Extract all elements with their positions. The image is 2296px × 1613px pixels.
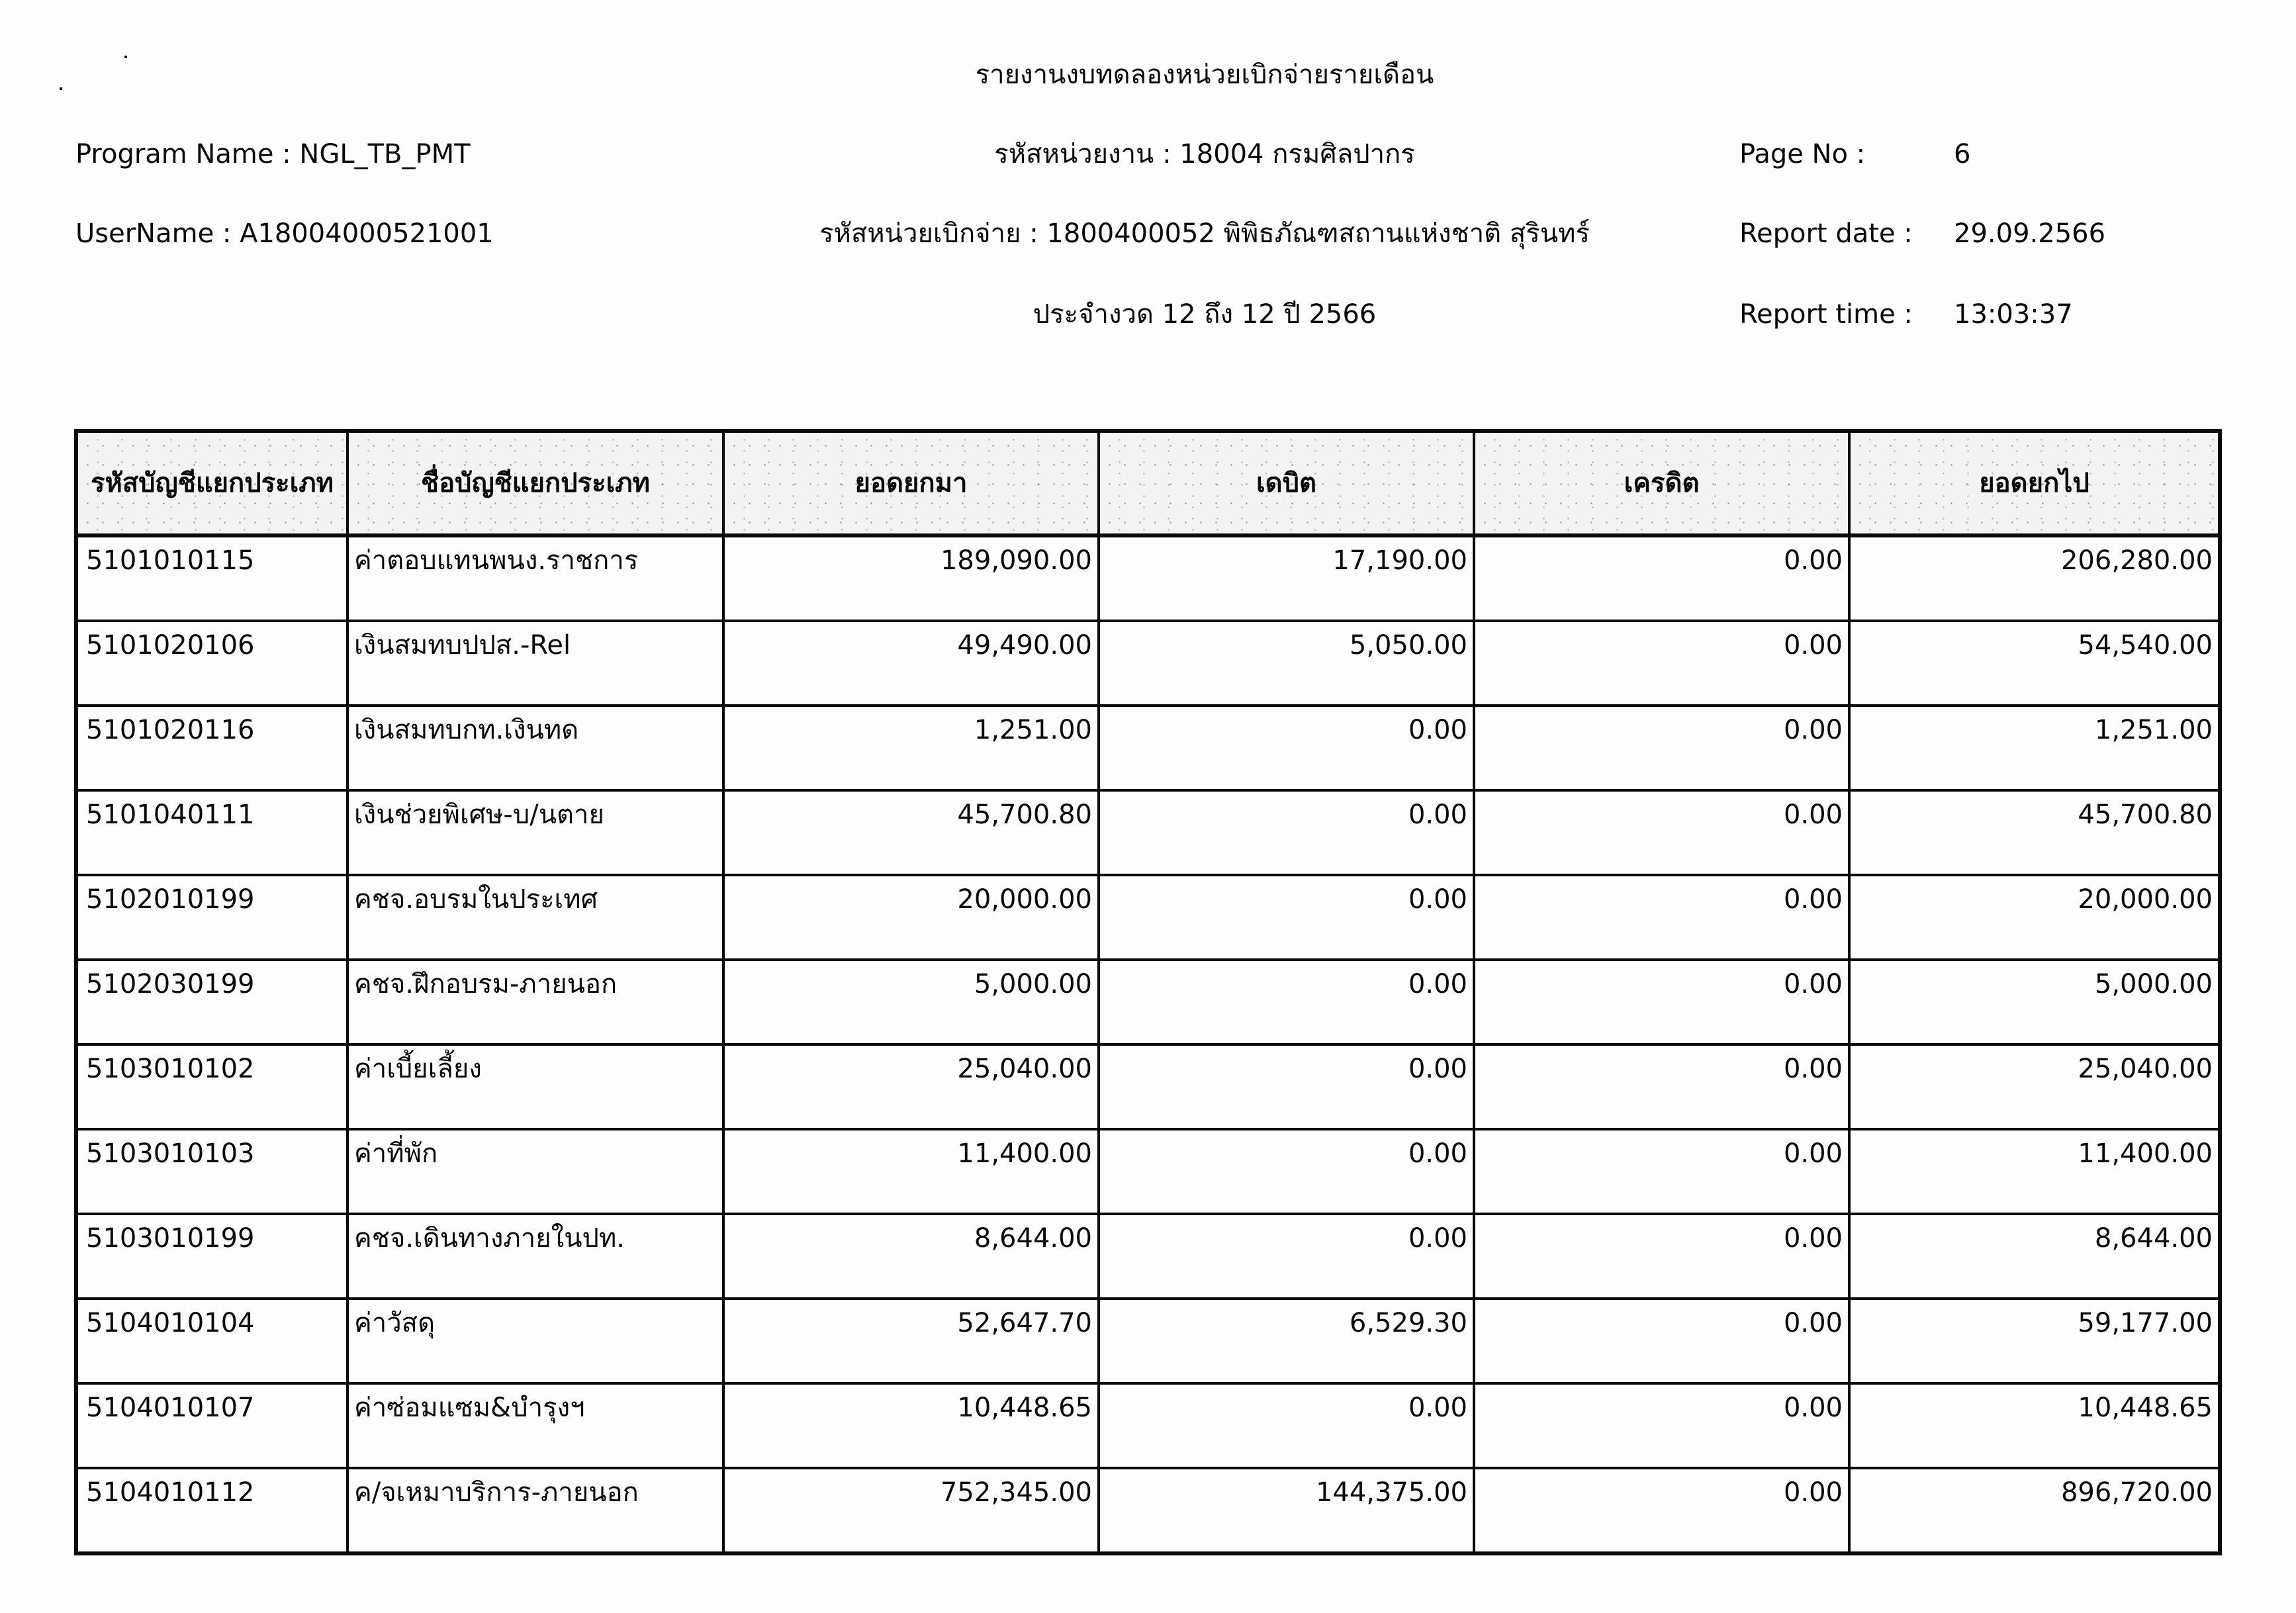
carried-forward-cell: 8,644.00 — [1849, 1214, 2220, 1299]
account-code-cell: 5104010112 — [76, 1468, 347, 1553]
account-name-cell: คชจ.อบรมในประเทศ — [347, 875, 723, 960]
table-row — [76, 1044, 2220, 1129]
brought-forward-cell: 45,700.80 — [723, 790, 1099, 875]
brought-forward-cell: 8,644.00 — [723, 1214, 1099, 1299]
debit-cell: 0.00 — [1099, 1129, 1474, 1214]
account-name-cell: เงินสมทบปปส.-Rel — [347, 621, 723, 706]
carried-forward-cell: 1,251.00 — [1849, 706, 2220, 790]
account-code-cell: 5104010104 — [76, 1299, 347, 1383]
account-code-cell: 5101040111 — [76, 790, 347, 875]
carried-forward-cell: 54,540.00 — [1849, 621, 2220, 706]
brought-forward-cell: 11,400.00 — [723, 1129, 1099, 1214]
period-line: ประจำงวด 12 ถึง 12 ปี 2566 — [1033, 299, 1377, 330]
credit-cell: 0.00 — [1474, 1214, 1849, 1299]
account-name-cell: ค่าที่พัก — [347, 1129, 723, 1214]
report-title: รายงานงบทดลองหน่วยเบิกจ่ายรายเดือน — [975, 60, 1434, 90]
account-name-cell: ค่าเบี้ยเลี้ยง — [347, 1044, 723, 1129]
account-code-cell: 5103010102 — [76, 1044, 347, 1129]
credit-cell: 0.00 — [1474, 706, 1849, 790]
carried-forward-cell: 5,000.00 — [1849, 960, 2220, 1044]
trial-balance-table — [74, 429, 2222, 1555]
table-row — [76, 1383, 2220, 1468]
carried-forward-cell: 45,700.80 — [1849, 790, 2220, 875]
debit-cell: 0.00 — [1099, 1383, 1474, 1468]
brought-forward-cell: 1,251.00 — [723, 706, 1099, 790]
account-code-cell: 5102030199 — [76, 960, 347, 1044]
account-code-cell: 5101010115 — [76, 535, 347, 621]
carried-forward-cell: 25,040.00 — [1849, 1044, 2220, 1129]
scan-speck — [60, 87, 62, 90]
header-row — [76, 431, 2220, 535]
debit-cell: 0.00 — [1099, 960, 1474, 1044]
header-debit: เดบิต — [1099, 431, 1474, 535]
brought-forward-cell: 52,647.70 — [723, 1299, 1099, 1383]
carried-forward-cell: 896,720.00 — [1849, 1468, 2220, 1553]
credit-cell: 0.00 — [1474, 621, 1849, 706]
agency-code-line: รหัสหน่วยงาน : 18004 กรมศิลปากร — [994, 139, 1415, 169]
table-body — [76, 535, 2220, 1553]
account-code-cell: 5102010199 — [76, 875, 347, 960]
brought-forward-cell: 49,490.00 — [723, 621, 1099, 706]
credit-cell: 0.00 — [1474, 1383, 1849, 1468]
account-name-cell: ค่าซ่อมแซม&บำรุงฯ — [347, 1383, 723, 1468]
report-time-value: 13:03:37 — [1954, 299, 2073, 330]
credit-cell: 0.00 — [1474, 1129, 1849, 1214]
account-name-cell: คชจ.ฝึกอบรม-ภายนอก — [347, 960, 723, 1044]
account-name-cell: ค่าวัสดุ — [347, 1299, 723, 1383]
debit-cell: 17,190.00 — [1099, 535, 1474, 621]
report-date-label: Report date : — [1739, 218, 1913, 249]
brought-forward-cell: 5,000.00 — [723, 960, 1099, 1044]
carried-forward-cell: 11,400.00 — [1849, 1129, 2220, 1214]
account-name-cell: ค่าตอบแทนพนง.ราชการ — [347, 535, 723, 621]
header-account-code: รหัสบัญชีแยกประเภท — [76, 431, 347, 535]
table-row — [76, 535, 2220, 621]
table-row — [76, 960, 2220, 1044]
credit-cell: 0.00 — [1474, 535, 1849, 621]
user-name: UserName : A18004000521001 — [75, 218, 494, 249]
debit-cell: 5,050.00 — [1099, 621, 1474, 706]
header-brought-forward: ยอดยกมา — [723, 431, 1099, 535]
credit-cell: 0.00 — [1474, 875, 1849, 960]
report-date-value: 29.09.2566 — [1954, 218, 2106, 249]
table-row — [76, 1129, 2220, 1214]
debit-cell: 0.00 — [1099, 790, 1474, 875]
report-time-label: Report time : — [1739, 299, 1913, 330]
debit-cell: 6,529.30 — [1099, 1299, 1474, 1383]
credit-cell: 0.00 — [1474, 790, 1849, 875]
brought-forward-cell: 189,090.00 — [723, 535, 1099, 621]
table-row — [76, 1299, 2220, 1383]
brought-forward-cell: 25,040.00 — [723, 1044, 1099, 1129]
debit-cell: 0.00 — [1099, 875, 1474, 960]
disbursement-unit-line: รหัสหน่วยเบิกจ่าย : 1800400052 พิพิธภัณฑสถานแห่งชาติ สุรินทร์ — [819, 218, 1590, 249]
table-row — [76, 1214, 2220, 1299]
table-header — [76, 431, 2220, 535]
carried-forward-cell: 59,177.00 — [1849, 1299, 2220, 1383]
account-name-cell: เงินสมทบกท.เงินทด — [347, 706, 723, 790]
account-code-cell: 5104010107 — [76, 1383, 347, 1468]
brought-forward-cell: 10,448.65 — [723, 1383, 1099, 1468]
debit-cell: 0.00 — [1099, 1044, 1474, 1129]
carried-forward-cell: 206,280.00 — [1849, 535, 2220, 621]
account-name-cell: คชจ.เดินทางภายในปท. — [347, 1214, 723, 1299]
header-carried-forward: ยอดยกไป — [1849, 431, 2220, 535]
header-account-name: ชื่อบัญชีแยกประเภท — [347, 431, 723, 535]
account-name-cell: ค/จเหมาบริการ-ภายนอก — [347, 1468, 723, 1553]
credit-cell: 0.00 — [1474, 1468, 1849, 1553]
page-no-value: 6 — [1954, 139, 1971, 169]
table-row — [76, 875, 2220, 960]
carried-forward-cell: 20,000.00 — [1849, 875, 2220, 960]
carried-forward-cell: 10,448.65 — [1849, 1383, 2220, 1468]
page-no-label: Page No : — [1739, 139, 1866, 169]
credit-cell: 0.00 — [1474, 1299, 1849, 1383]
credit-cell: 0.00 — [1474, 960, 1849, 1044]
table-row — [76, 790, 2220, 875]
account-name-cell: เงินช่วยพิเศษ-บ/นตาย — [347, 790, 723, 875]
account-code-cell: 5101020106 — [76, 621, 347, 706]
program-name: Program Name : NGL_TB_PMT — [75, 139, 471, 169]
table-row — [76, 706, 2220, 790]
brought-forward-cell: 752,345.00 — [723, 1468, 1099, 1553]
debit-cell: 0.00 — [1099, 1214, 1474, 1299]
brought-forward-cell: 20,000.00 — [723, 875, 1099, 960]
account-code-cell: 5101020116 — [76, 706, 347, 790]
credit-cell: 0.00 — [1474, 1044, 1849, 1129]
debit-cell: 144,375.00 — [1099, 1468, 1474, 1553]
header-credit: เครดิต — [1474, 431, 1849, 535]
debit-cell: 0.00 — [1099, 706, 1474, 790]
table-row — [76, 1468, 2220, 1553]
account-code-cell: 5103010103 — [76, 1129, 347, 1214]
account-code-cell: 5103010199 — [76, 1214, 347, 1299]
table-row — [76, 621, 2220, 706]
scan-speck — [124, 56, 127, 58]
